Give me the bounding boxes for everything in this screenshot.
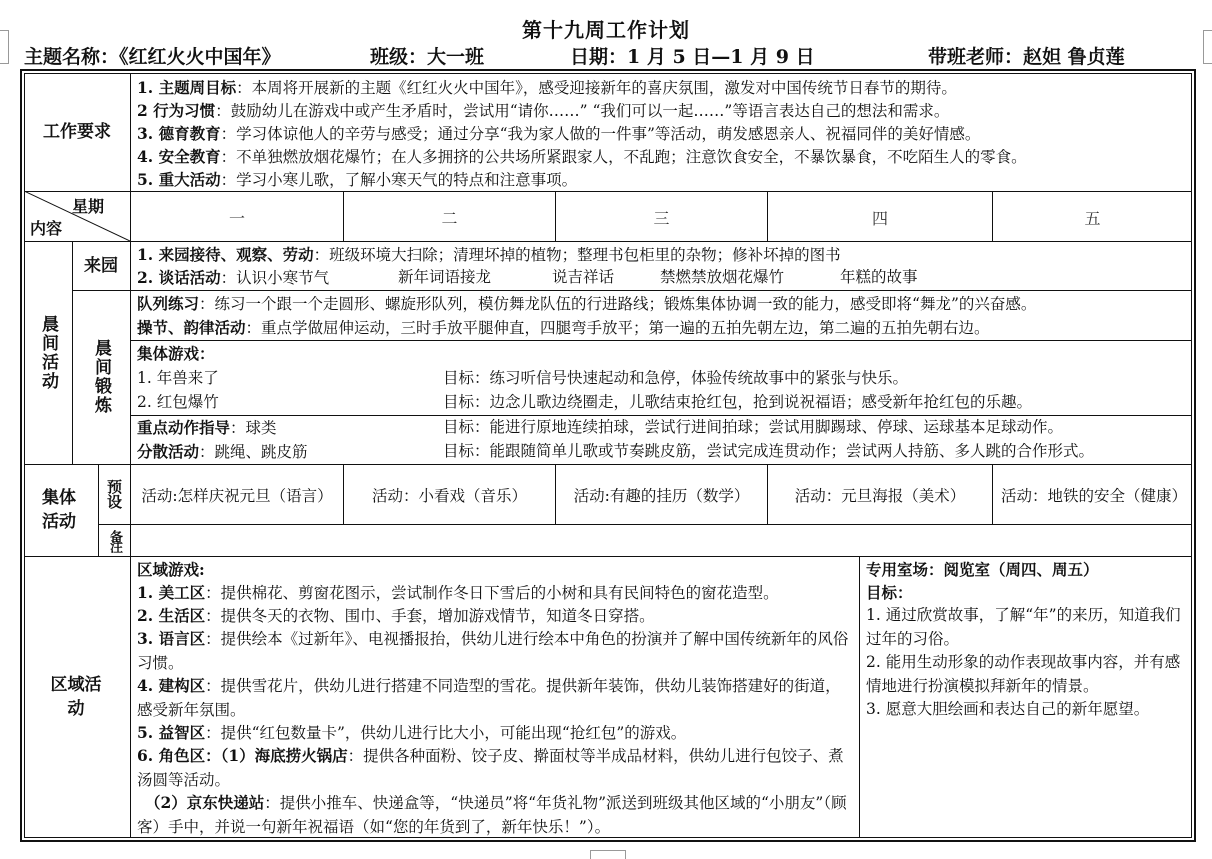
label-morning-activity: 晨间活动 (38, 314, 58, 391)
zone-language: 3. 语言区：提供绘本《过新年》、电视播报抬，供幼儿进行绘本中角色的扮演并了解中国传统新年的风俗习惯。 (137, 629, 849, 672)
requirement-habits: 2 行为习惯：鼓励幼儿在游戏中或产生矛盾时，尝试用“请你……” “我们可以一起……”等语言表达自己的想法和需求。 (137, 101, 950, 120)
weekday-tue: 二 (441, 208, 458, 228)
page-title: 第十九周工作计划 (522, 18, 690, 42)
room-goal-1: 1. 通过欣赏故事，了解“年”的来历，知道我们过年的习俗。 (866, 606, 1181, 648)
game-2-name: 2. 红包爆竹 (137, 393, 219, 411)
arrival-line-2: 2. 谈话活动：认识小寒节气 (137, 268, 330, 287)
game-1-name: 1. 年兽来了 (137, 369, 219, 387)
free-activity: 分散活动：跳绳、跳皮筋 (137, 442, 308, 461)
special-room-goal-heading: 目标： (866, 583, 913, 602)
teacher-names: 带班老师：赵妲 鲁贞莲 (928, 46, 1125, 68)
activity-tue: 活动：小看戏（音乐） (371, 486, 527, 505)
room-goal-2: 2. 能用生动形象的动作表现故事内容，并有感情地进行扮演模拟拜新年的情景。 (866, 653, 1181, 695)
talk-topic-1: 新年词语接龙 (398, 268, 492, 286)
weekday-wed: 三 (653, 208, 670, 228)
activity-mon: 活动:怎样庆祝元旦（语言） (141, 486, 333, 505)
zone-role-hotpot: 6. 角色区：（1）海底捞火锅店：提供各种面粉、饺子皮、擀面杖等半成品材料，供幼儿进行包饺子、煮汤圆等活动。 (137, 746, 844, 789)
game-2-goal: 目标：边念儿歌边绕圈走，儿歌结束抢红包，抢到说祝福语；感受新年抢红包的乐趣。 (443, 393, 1033, 411)
area-games-heading: 区域游戏: (137, 560, 205, 579)
corner-content-label: 内容 (30, 219, 63, 238)
label-plan: 预设 (105, 479, 123, 509)
zone-role-express: （2）京东快递站：提供小推车、快递盒等，“快递员”将“年货礼物”派送到班级其他区域的“小朋友”（顾客）手中，并说一句新年祝福语（如“您的年货到了，新年快乐！”）。 (137, 793, 847, 836)
room-goal-3: 3. 愿意大胆绘画和表达自己的新年愿望。 (866, 700, 1150, 718)
weekday-fri: 五 (1084, 208, 1101, 228)
queue-practice: 队列练习：练习一个跟一个走圆形、螺旋形队列，模仿舞龙队伍的行进路线；锻炼集体协调一致的能力，感受即将“舞龙”的兴奋感。 (137, 294, 1037, 313)
zone-art: 1. 美工区：提供棉花、剪窗花图示，尝试制作冬日下雪后的小树和具有民间特色的窗花造型。 (137, 583, 779, 602)
talk-topic-2: 说吉祥话 (552, 268, 615, 286)
requirement-goal: 1. 主题周目标：本周将开展新的主题《红红火火中国年》，感受迎接新年的喜庆氛围，激发对中国传统节日春节的期待。 (137, 78, 957, 97)
zone-life: 2. 生活区：提供冬天的衣物、围巾、手套，增加游戏情节，知道冬日穿搭。 (137, 606, 655, 625)
zone-construction: 4. 建构区：提供雪花片，供幼儿进行搭建不同造型的雪花。提供新年装饰，供幼儿装饰搭建好的街道，感受新年氛围。 (137, 676, 841, 719)
label-work-requirements: 工作要求 (43, 122, 111, 142)
date-range: 日期：1 月 5 日—1 月 9 日 (570, 46, 815, 68)
key-movement-goal: 目标：能进行原地连续拍球，尝试行进间拍球；尝试用脚踢球、停球、运球基本足球动作。 (443, 418, 1064, 436)
weekday-mon: 一 (228, 208, 245, 228)
activity-thu: 活动：元旦海报（美术） (794, 486, 966, 505)
activity-fri: 活动：地铁的安全（健康） (1001, 486, 1188, 505)
arrival-line-1: 1. 来园接待、观察、劳动：班级环境大扫除；清理坏掉的植物；整理书包柜里的杂物；修补坏掉的图书 (137, 245, 841, 264)
requirement-major-event: 5. 重大活动：学习小寒儿歌，了解小寒天气的特点和注意事项。 (137, 170, 578, 189)
page-edge-mark-left (0, 30, 9, 64)
label-arrival: 来园 (84, 255, 118, 276)
special-room-heading: 专用室场：阅览室（周四、周五） (866, 560, 1099, 579)
requirement-moral: 3. 德育教育：学习体谅他人的辛劳与感受；通过分享“我为家人做的一件事”等活动，萌发感恩亲人、祝福同伴的美好情感。 (137, 124, 981, 143)
rhythm-activity: 操节、韵律活动：重点学做屈伸运动，三时手放平腿伸直，四腿弯手放平；第一遍的五拍先朝左边，第二遍的五拍先朝右边。 (137, 318, 990, 337)
theme-name: 主题名称：《红红火火中国年》 (24, 46, 281, 68)
class-name: 班级：大一班 (370, 46, 485, 68)
key-movement: 重点动作指导：球类 (137, 418, 277, 437)
label-area-activity: 区域活动 (50, 675, 102, 719)
label-note: 备注 (107, 530, 122, 550)
free-activity-goal: 目标：能跟随简单儿歌或节奏跳皮筋，尝试完成连贯动作；尝试两人持筋、多人跳的合作形式。 (443, 442, 1095, 460)
game-1-goal: 目标：练习听信号快速起动和急停，体验传统故事中的紧张与快乐。 (443, 369, 909, 387)
requirement-safety: 4. 安全教育：不单独燃放烟花爆竹；在人多拥挤的公共场所紧跟家人，不乱跑；注意饮食安全，不暴饮暴食，不吃陌生人的零食。 (137, 147, 1027, 166)
weekday-thu: 四 (871, 208, 888, 228)
label-group-activity: 集体活动 (42, 488, 76, 532)
page-edge-mark-right (1203, 30, 1212, 64)
zone-puzzle: 5. 益智区：提供“红包数量卡”，供幼儿进行比大小，可能出现“抢红包”的游戏。 (137, 723, 687, 742)
talk-topic-4: 年糕的故事 (840, 268, 918, 286)
talk-topic-3: 禁燃禁放烟花爆竹 (660, 268, 785, 286)
group-game-heading: 集体游戏： (137, 344, 215, 363)
corner-weekday-label: 星期 (72, 197, 105, 216)
activity-wed: 活动:有趣的挂历（数学） (573, 486, 750, 505)
label-morning-exercise: 晨间锻炼 (91, 339, 111, 415)
